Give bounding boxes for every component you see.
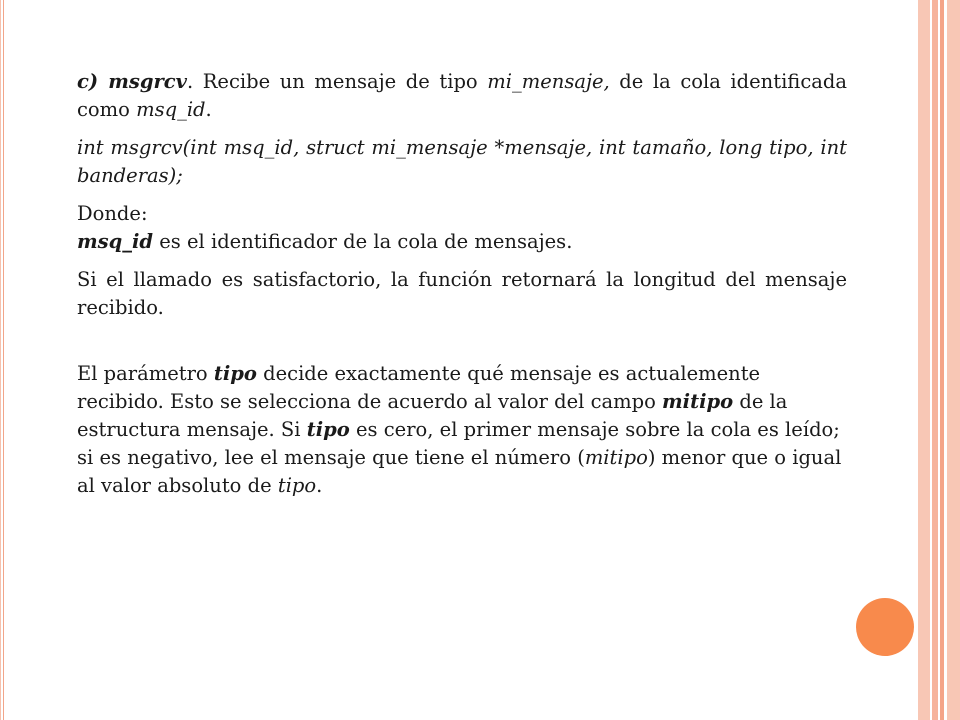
donde-label: Donde: <box>77 202 148 225</box>
function-signature: int msgrcv(int msq_id, struct mi_mensaje *mensaje, int tamaño, long tipo, int banderas); <box>77 136 847 187</box>
left-border-inner <box>3 0 4 720</box>
return-description: Si el llamado es satisfactorio, la función retornará la longitud del mensaje recibido. <box>77 268 847 319</box>
queue-id: msq_id <box>136 98 206 121</box>
parameter-description: Donde: msq_id es el identificador de la cola de mensajes. <box>77 202 573 253</box>
left-border-outer <box>0 0 1 720</box>
type-name: mi_mensaje, <box>487 70 610 93</box>
function-label: c) msgrcv <box>77 70 187 93</box>
tipo-explanation: El parámetro tipo decide exactamente qué mensaje es actualemente recibido. Esto se selecciona de acuerdo al valor del campo mitipo de la estructura mensaje. Si tipo es cero, el primer mensaje sobre la cola es leído; si es negativo, lee el mensaje que tiene el número (mitipo) menor que o igual al valor absoluto de tipo. <box>77 362 842 497</box>
param-name: msq_id <box>77 230 154 253</box>
right-stripe-1 <box>918 0 930 720</box>
right-stripe-4 <box>947 0 960 720</box>
slide-body <box>77 68 847 510</box>
spacer <box>77 332 847 360</box>
msgrcv-description: c) msgrcv. Recibe un mensaje de tipo mi_mensaje, de la cola identificada como msq_id. <box>77 70 847 121</box>
decorative-circle <box>856 598 914 656</box>
